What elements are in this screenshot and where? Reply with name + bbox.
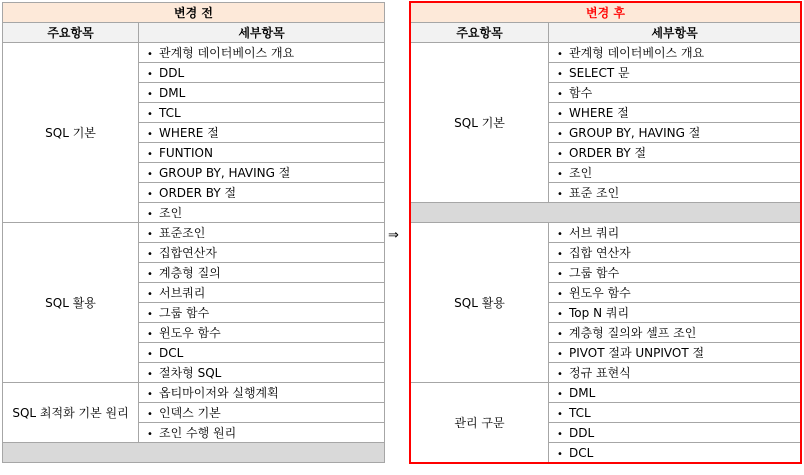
sub-item xyxy=(139,243,385,263)
sub-item xyxy=(139,183,385,203)
sub-item xyxy=(139,63,385,83)
sub-item xyxy=(139,143,385,163)
sub-item xyxy=(139,123,385,143)
sub-item xyxy=(139,303,385,323)
table-title: 변경 후 xyxy=(411,3,801,23)
bullet-icon: • xyxy=(557,448,563,460)
bullet-icon: • xyxy=(147,68,153,80)
title-row xyxy=(3,3,385,23)
sub-item xyxy=(139,263,385,283)
before-table xyxy=(2,2,385,463)
bullet-icon: • xyxy=(147,229,153,240)
bullet-icon: • xyxy=(147,289,153,300)
table-row xyxy=(411,43,801,63)
main-item: SQL 기본 xyxy=(411,43,549,203)
bullet-icon: • xyxy=(557,229,563,240)
bullet-icon: • xyxy=(147,369,153,380)
bullet-icon: • xyxy=(147,88,153,100)
sub-item xyxy=(549,63,801,83)
sub-item xyxy=(139,223,385,243)
sub-item xyxy=(139,403,385,423)
sub-item-label: DCL xyxy=(569,445,594,460)
sub-item-label: 집합 연산자 xyxy=(569,246,631,260)
sub-item xyxy=(549,123,801,143)
sub-item xyxy=(139,203,385,223)
sub-item-label: 계층형 질의 xyxy=(159,266,221,280)
bullet-icon: • xyxy=(147,309,153,320)
sub-item xyxy=(549,323,801,343)
sub-item-label: DDL xyxy=(569,425,595,440)
sub-item xyxy=(139,103,385,123)
sub-item-label: DDL xyxy=(159,65,185,80)
sub-item-label: 집합연산자 xyxy=(159,246,217,260)
bullet-icon: • xyxy=(147,329,153,340)
sub-item-label: 윈도우 함수 xyxy=(569,286,631,300)
sub-item xyxy=(549,363,801,383)
sub-item xyxy=(549,83,801,103)
bullet-icon: • xyxy=(557,69,563,80)
sub-item xyxy=(549,263,801,283)
sub-item xyxy=(549,303,801,323)
sub-item xyxy=(549,223,801,243)
sub-item-label: 서브쿼리 xyxy=(159,286,206,300)
sub-item xyxy=(549,143,801,163)
sub-item-label: PIVOT 절과 UNPIVOT 절 xyxy=(569,346,705,360)
bullet-icon: • xyxy=(557,388,563,400)
sub-item-label: ORDER BY 절 xyxy=(159,186,237,200)
sub-item-label: SELECT 문 xyxy=(569,66,630,80)
header-sub: 세부항목 xyxy=(549,23,801,43)
sub-item-label: DML xyxy=(569,385,596,400)
sub-item-label: GROUP BY, HAVING 절 xyxy=(159,166,291,180)
bullet-icon: • xyxy=(557,309,563,320)
table-title: 변경 전 xyxy=(3,3,385,23)
main-item: SQL 기본 xyxy=(3,43,139,223)
main-item: 관리 구문 xyxy=(411,383,549,463)
bullet-icon: • xyxy=(147,49,153,60)
bullet-icon: • xyxy=(557,289,563,300)
sub-item xyxy=(139,83,385,103)
table-row xyxy=(3,223,385,243)
bullet-icon: • xyxy=(147,129,153,140)
sub-item xyxy=(139,163,385,183)
sub-item-label: DCL xyxy=(159,345,184,360)
bullet-icon: • xyxy=(147,189,153,200)
sub-item xyxy=(139,383,385,403)
header-main: 주요항목 xyxy=(411,23,549,43)
sub-item xyxy=(549,443,801,463)
header-row xyxy=(411,23,801,43)
table-row xyxy=(411,383,801,403)
sub-item xyxy=(139,43,385,63)
bullet-icon: • xyxy=(557,169,563,180)
sub-item-label: 조인 수행 원리 xyxy=(159,426,237,440)
sub-item xyxy=(549,423,801,443)
sub-item-label: 그룹 함수 xyxy=(159,306,210,320)
bullet-icon: • xyxy=(147,148,153,160)
arrow-icon: ⇒ xyxy=(388,228,399,243)
bullet-icon: • xyxy=(147,249,153,260)
sub-item xyxy=(549,383,801,403)
sub-item xyxy=(549,103,801,123)
spacer-row xyxy=(411,203,801,223)
after-table xyxy=(410,2,801,463)
sub-item-label: WHERE 절 xyxy=(159,126,219,140)
sub-item xyxy=(549,183,801,203)
sub-item-label: TCL xyxy=(159,105,181,120)
spacer-cell xyxy=(411,203,801,223)
sub-item-label: 관계형 데이터베이스 개요 xyxy=(159,46,295,60)
header-row xyxy=(3,23,385,43)
bullet-icon: • xyxy=(557,129,563,140)
sub-item-label: 조인 xyxy=(569,166,593,180)
sub-item xyxy=(139,283,385,303)
bullet-icon: • xyxy=(557,109,563,120)
sub-item-label: 관계형 데이터베이스 개요 xyxy=(569,46,705,60)
sub-item xyxy=(549,243,801,263)
bullet-icon: • xyxy=(557,369,563,380)
spacer-cell xyxy=(3,443,385,463)
sub-item-label: DML xyxy=(159,85,186,100)
sub-item-label: 절차형 SQL xyxy=(159,366,222,380)
sub-item xyxy=(139,363,385,383)
bullet-icon: • xyxy=(557,89,563,100)
bullet-icon: • xyxy=(557,149,563,160)
sub-item-label: 계층형 질의와 셀프 조인 xyxy=(569,326,697,340)
main-item: SQL 활용 xyxy=(3,223,139,383)
bullet-icon: • xyxy=(147,348,153,360)
sub-item-label: 그룹 함수 xyxy=(569,266,620,280)
bullet-icon: • xyxy=(557,349,563,360)
bullet-icon: • xyxy=(557,49,563,60)
sub-item-label: FUNTION xyxy=(159,145,213,160)
main-item: SQL 최적화 기본 원리 xyxy=(3,383,139,443)
bullet-icon: • xyxy=(147,409,153,420)
bullet-icon: • xyxy=(147,389,153,400)
sub-item-label: 표준 조인 xyxy=(569,186,620,200)
sub-item xyxy=(549,343,801,363)
bullet-icon: • xyxy=(557,269,563,280)
sub-item-label: ORDER BY 절 xyxy=(569,146,647,160)
sub-item-label: 함수 xyxy=(569,86,593,100)
bullet-icon: • xyxy=(557,249,563,260)
bullet-icon: • xyxy=(557,408,563,420)
sub-item-label: GROUP BY, HAVING 절 xyxy=(569,126,701,140)
sub-item-label: 표준조인 xyxy=(159,226,206,240)
sub-item xyxy=(549,163,801,183)
header-sub: 세부항목 xyxy=(139,23,385,43)
bullet-icon: • xyxy=(557,329,563,340)
sub-item xyxy=(549,403,801,423)
table-row xyxy=(3,383,385,403)
sub-item-label: 윈도우 함수 xyxy=(159,326,221,340)
sub-item-label: TCL xyxy=(569,405,591,420)
bullet-icon: • xyxy=(557,189,563,200)
spacer-row xyxy=(3,443,385,463)
bullet-icon: • xyxy=(147,209,153,220)
bullet-icon: • xyxy=(147,169,153,180)
header-main: 주요항목 xyxy=(3,23,139,43)
sub-item xyxy=(549,283,801,303)
main-item: SQL 활용 xyxy=(411,223,549,383)
bullet-icon: • xyxy=(557,428,563,440)
table-row xyxy=(3,43,385,63)
sub-item xyxy=(549,43,801,63)
sub-item-label: 인덱스 기본 xyxy=(159,406,221,420)
sub-item xyxy=(139,323,385,343)
sub-item xyxy=(139,343,385,363)
sub-item-label: 서브 쿼리 xyxy=(569,226,620,240)
sub-item-label: Top N 쿼리 xyxy=(569,306,630,320)
table-row xyxy=(411,223,801,243)
bullet-icon: • xyxy=(147,269,153,280)
sub-item xyxy=(139,423,385,443)
bullet-icon: • xyxy=(147,108,153,120)
bullet-icon: • xyxy=(147,429,153,440)
title-row xyxy=(411,3,801,23)
sub-item-label: 조인 xyxy=(159,206,183,220)
sub-item-label: 정규 표현식 xyxy=(569,366,631,380)
sub-item-label: WHERE 절 xyxy=(569,106,629,120)
sub-item-label: 옵티마이저와 실행계획 xyxy=(159,386,279,400)
